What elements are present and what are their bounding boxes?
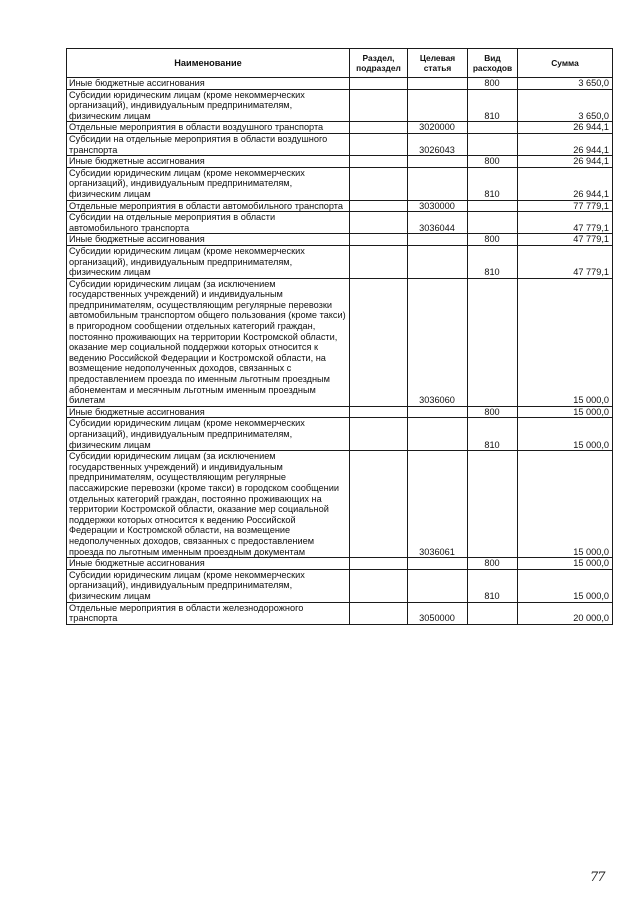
header-type: Вид расходов: [468, 49, 518, 78]
cell-sum: 47 779,1: [518, 212, 613, 234]
cell-name: Отдельные мероприятия в области автомобильного транспорта: [67, 200, 350, 212]
cell-name: Субсидии юридическим лицам (кроме некоммерческих организаций), индивидуальным предпринимателям, физическим лицам: [67, 245, 350, 278]
cell-type: [468, 133, 518, 155]
cell-target: [408, 558, 468, 570]
table-row: [67, 122, 613, 134]
cell-sum: 26 944,1: [518, 122, 613, 134]
cell-section: [350, 78, 408, 90]
cell-sum: 15 000,0: [518, 451, 613, 558]
cell-sum: 15 000,0: [518, 278, 613, 406]
cell-sum: 15 000,0: [518, 418, 613, 451]
table-row: [67, 78, 613, 90]
cell-target: 3036044: [408, 212, 468, 234]
cell-section: [350, 212, 408, 234]
table-row: [67, 278, 613, 406]
cell-section: [350, 234, 408, 246]
cell-sum: 3 650,0: [518, 78, 613, 90]
table-row: [67, 200, 613, 212]
budget-table: [66, 48, 613, 625]
table-header-row: [67, 49, 613, 78]
cell-type: [468, 122, 518, 134]
cell-section: [350, 602, 408, 624]
cell-target: 3026043: [408, 133, 468, 155]
table-row: [67, 89, 613, 122]
header-name: Наименование: [67, 49, 350, 78]
cell-target: [408, 406, 468, 418]
cell-type: 800: [468, 156, 518, 168]
cell-name: Субсидии юридическим лицам (кроме некоммерческих организаций), индивидуальным предпринимателям, физическим лицам: [67, 167, 350, 200]
cell-section: [350, 156, 408, 168]
cell-name: Субсидии на отдельные мероприятия в области воздушного транспорта: [67, 133, 350, 155]
table-row: [67, 212, 613, 234]
table-row: [67, 234, 613, 246]
table-row: [67, 156, 613, 168]
cell-type: 810: [468, 569, 518, 602]
cell-section: [350, 245, 408, 278]
cell-name: Иные бюджетные ассигнования: [67, 234, 350, 246]
table-row: [67, 133, 613, 155]
cell-name: Иные бюджетные ассигнования: [67, 558, 350, 570]
cell-name: Субсидии на отдельные мероприятия в области автомобильного транспорта: [67, 212, 350, 234]
cell-section: [350, 451, 408, 558]
cell-type: 810: [468, 245, 518, 278]
cell-type: 800: [468, 558, 518, 570]
cell-target: 3050000: [408, 602, 468, 624]
cell-name: Субсидии юридическим лицам (кроме некоммерческих организаций), индивидуальным предпринимателям, физическим лицам: [67, 569, 350, 602]
header-target: Целевая статья: [408, 49, 468, 78]
table-row: [67, 418, 613, 451]
cell-target: 3030000: [408, 200, 468, 212]
cell-sum: 26 944,1: [518, 133, 613, 155]
cell-sum: 15 000,0: [518, 406, 613, 418]
cell-type: [468, 212, 518, 234]
cell-target: [408, 167, 468, 200]
cell-section: [350, 406, 408, 418]
cell-target: [408, 418, 468, 451]
header-sum: Сумма: [518, 49, 613, 78]
page-number: 77: [590, 870, 605, 885]
cell-sum: 15 000,0: [518, 558, 613, 570]
cell-name: Субсидии юридическим лицам (кроме некоммерческих организаций), индивидуальным предпринимателям, физическим лицам: [67, 89, 350, 122]
table-row: [67, 245, 613, 278]
cell-section: [350, 89, 408, 122]
cell-target: 3020000: [408, 122, 468, 134]
cell-section: [350, 569, 408, 602]
table-body: [67, 78, 613, 625]
cell-name: Отдельные мероприятия в области железнодорожного транспорта: [67, 602, 350, 624]
cell-target: [408, 569, 468, 602]
cell-name: Иные бюджетные ассигнования: [67, 156, 350, 168]
cell-type: [468, 451, 518, 558]
header-section: Раздел, подраздел: [350, 49, 408, 78]
cell-type: [468, 602, 518, 624]
table-row: [67, 406, 613, 418]
cell-name: Субсидии юридическим лицам (кроме некоммерческих организаций), индивидуальным предпринимателям, физическим лицам: [67, 418, 350, 451]
cell-target: 3036060: [408, 278, 468, 406]
table-row: [67, 558, 613, 570]
cell-type: [468, 278, 518, 406]
cell-name: Субсидии юридическим лицам (за исключением государственных учреждений) и индивидуальным предпринимателям, осуществляющим регулярные перевозки автомобильным транспортом общего пользования (кроме такси) в пригородном сообщении отдельных категорий граждан, постоянно проживающих на территории Костромской области, оказание мер социальной поддержки которых относится к ведению Российской Федерации и Костромской области, на возмещение недополученных доходов, связанных с предоставлением проезда по именным льготным проездным абонементам и месячным льготным именным проездным билетам: [67, 278, 350, 406]
cell-type: 800: [468, 406, 518, 418]
cell-section: [350, 133, 408, 155]
cell-sum: 3 650,0: [518, 89, 613, 122]
cell-section: [350, 418, 408, 451]
cell-type: 810: [468, 418, 518, 451]
cell-sum: 15 000,0: [518, 569, 613, 602]
cell-name: Отдельные мероприятия в области воздушного транспорта: [67, 122, 350, 134]
cell-type: [468, 200, 518, 212]
cell-section: [350, 558, 408, 570]
cell-name: Иные бюджетные ассигнования: [67, 78, 350, 90]
cell-sum: 47 779,1: [518, 245, 613, 278]
cell-section: [350, 200, 408, 212]
table-row: [67, 167, 613, 200]
cell-sum: 47 779,1: [518, 234, 613, 246]
cell-name: Иные бюджетные ассигнования: [67, 406, 350, 418]
table-row: [67, 451, 613, 558]
cell-type: 810: [468, 89, 518, 122]
cell-target: [408, 234, 468, 246]
cell-sum: 26 944,1: [518, 167, 613, 200]
cell-target: [408, 78, 468, 90]
cell-name: Субсидии юридическим лицам (за исключением государственных учреждений) и индивидуальным предпринимателям, осуществляющим регулярные пассажирские перевозки (кроме такси) в городском сообщении отдельных категорий граждан, постоянно проживающих на территории Костромской области, оказание мер социальной поддержки которых относится к ведению Российской Федерации и Костромской области, на возмещение недополученных доходов, связанных с предоставлением проезда по льготным именным проездным документам: [67, 451, 350, 558]
cell-target: [408, 156, 468, 168]
cell-type: 810: [468, 167, 518, 200]
cell-target: 3036061: [408, 451, 468, 558]
table-row: [67, 569, 613, 602]
cell-target: [408, 89, 468, 122]
cell-type: 800: [468, 234, 518, 246]
table-row: [67, 602, 613, 624]
cell-section: [350, 122, 408, 134]
cell-sum: 26 944,1: [518, 156, 613, 168]
cell-type: 800: [468, 78, 518, 90]
cell-section: [350, 167, 408, 200]
cell-sum: 77 779,1: [518, 200, 613, 212]
cell-section: [350, 278, 408, 406]
cell-sum: 20 000,0: [518, 602, 613, 624]
cell-target: [408, 245, 468, 278]
